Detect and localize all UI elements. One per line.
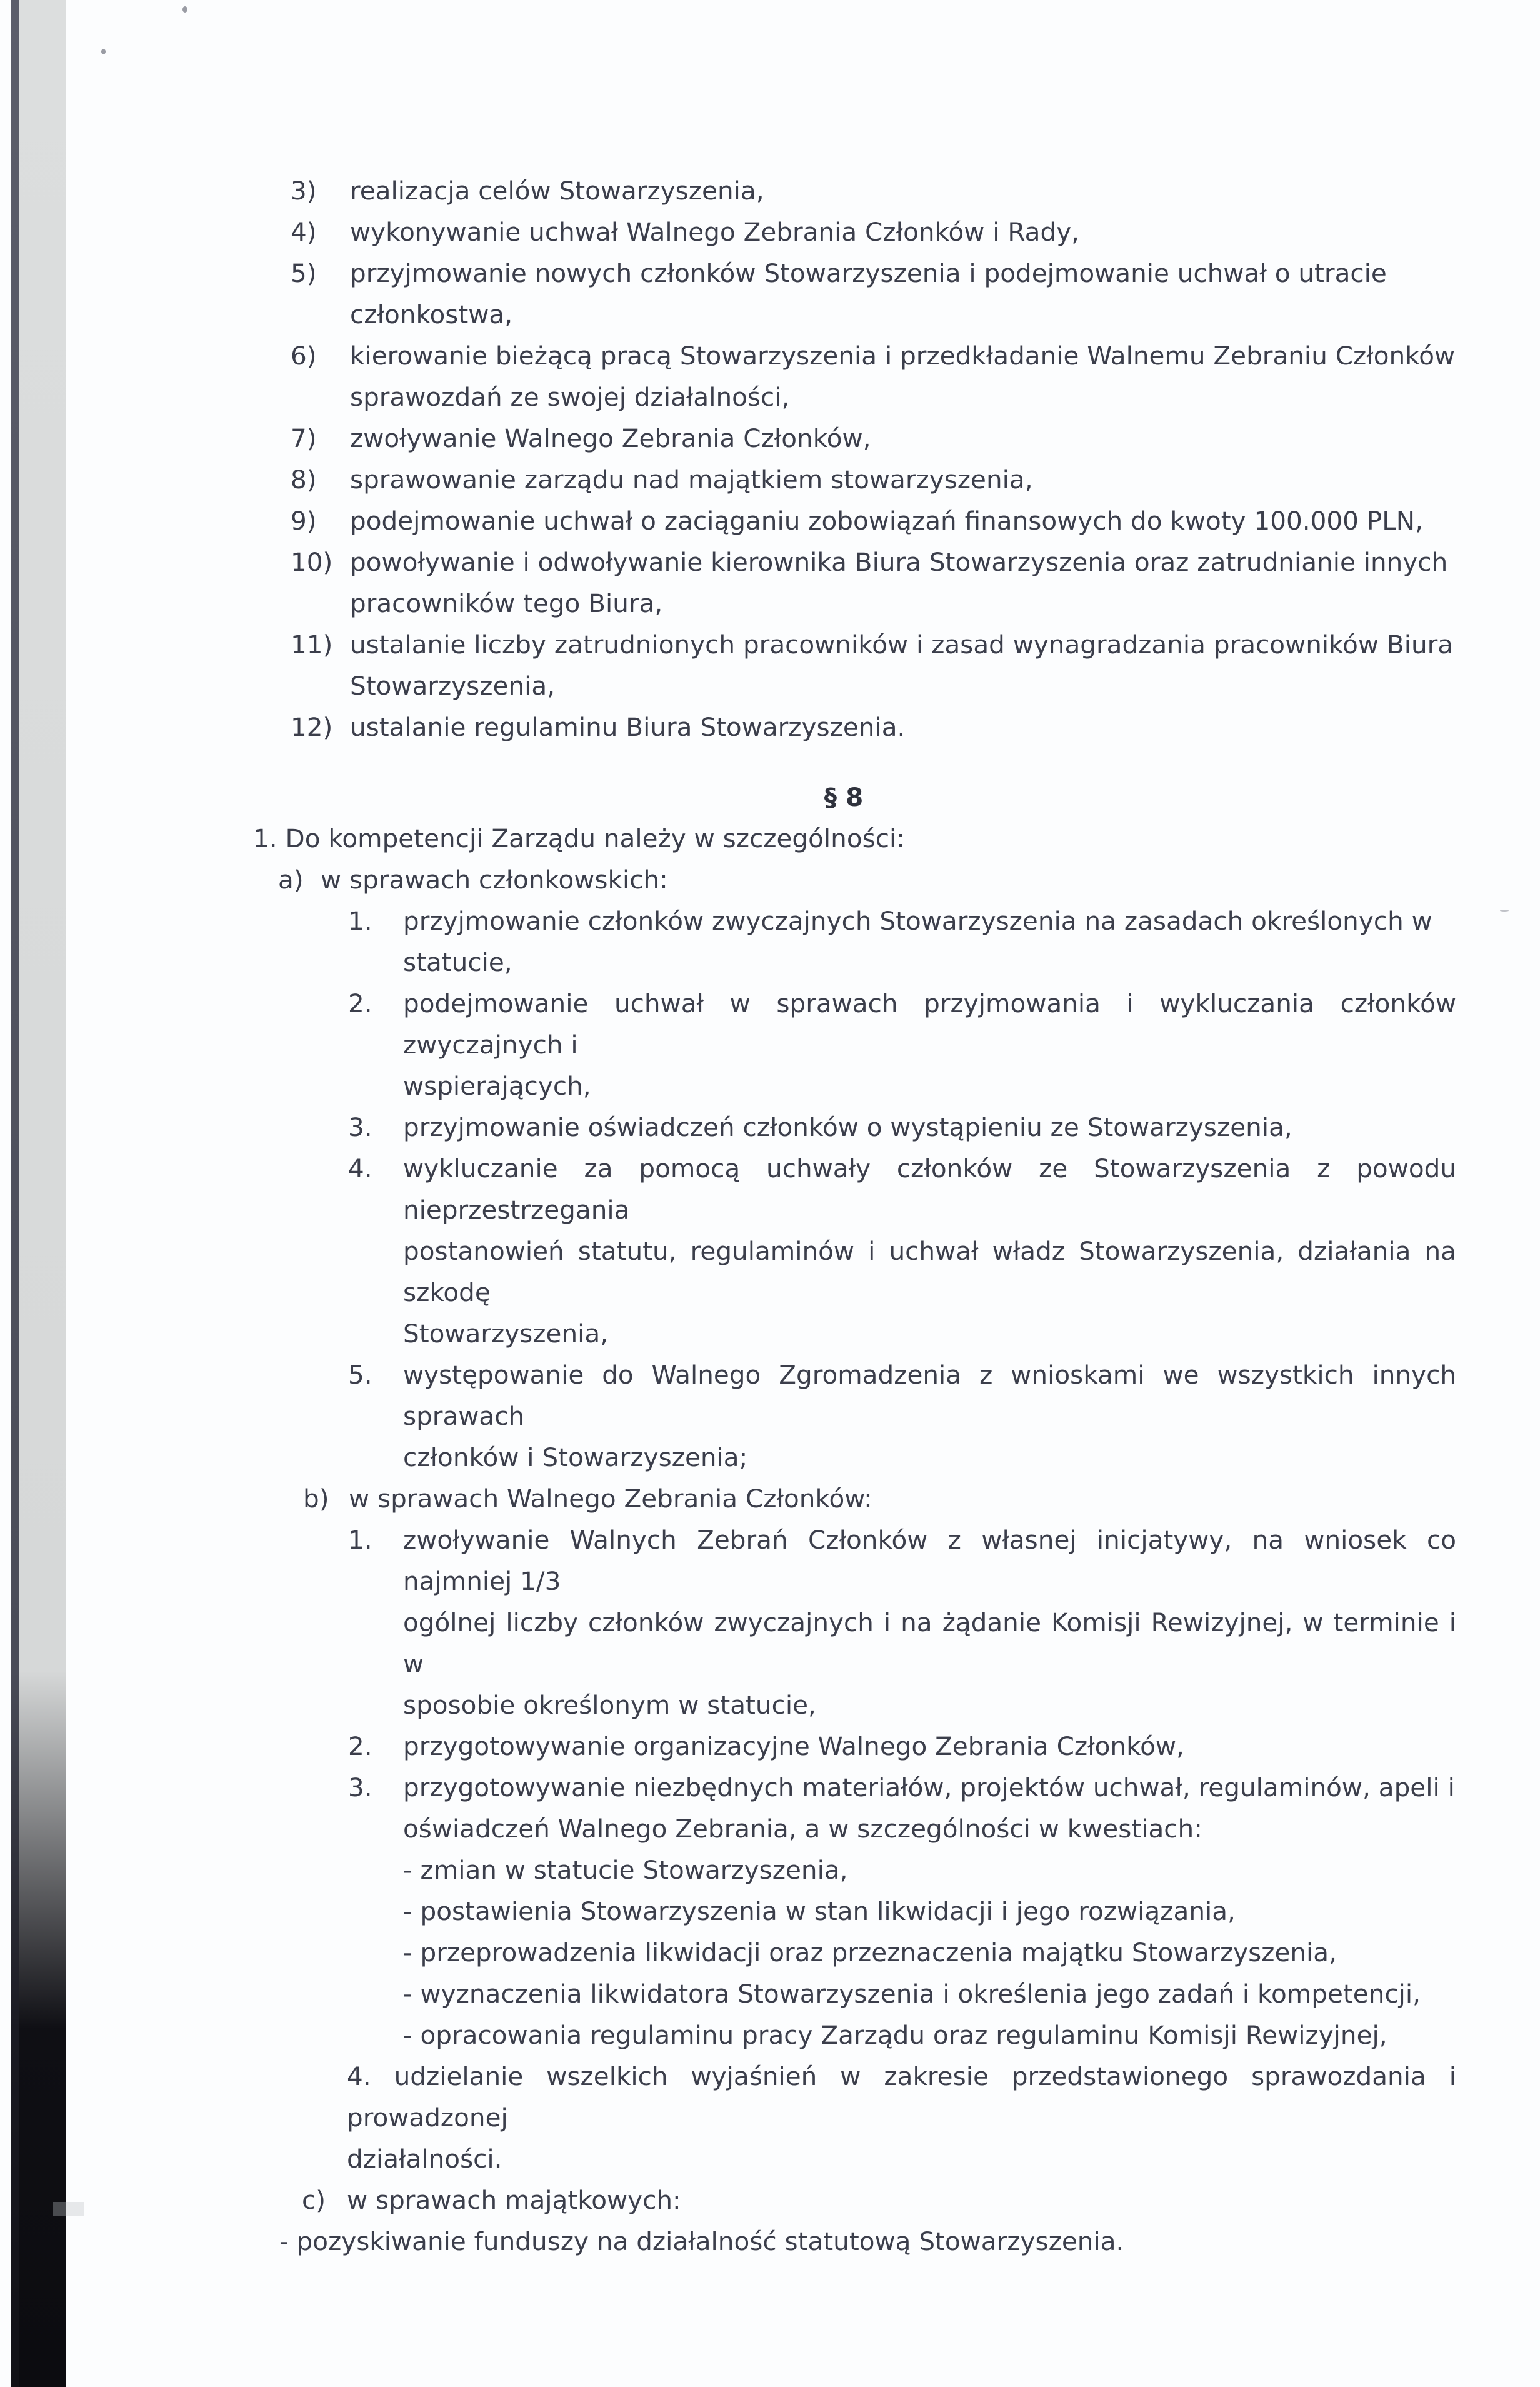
subsection-title: w sprawach członkowskich: xyxy=(321,865,668,895)
subsection-title: w sprawach majątkowych: xyxy=(347,2185,681,2215)
dash-item: - zmian w statucie Stowarzyszenia, xyxy=(403,1855,848,1885)
list-item-text: ustalanie liczby zatrudnionych pracowników i zasad wynagradzania pracowników Biura xyxy=(350,630,1454,660)
sub-item-text: członków i Stowarzyszenia; xyxy=(403,1442,748,1472)
section-heading: § 8 xyxy=(824,782,864,812)
list-item-number: 3) xyxy=(291,176,317,206)
sub-item-number: 5. xyxy=(348,1360,372,1390)
dash-item: - postawienia Stowarzyszenia w stan likwidacji i jego rozwiązania, xyxy=(403,1896,1236,1926)
subsection-label: a) xyxy=(278,865,304,895)
list-item-text: sprawowanie zarządu nad majątkiem stowarzyszenia, xyxy=(350,465,1033,495)
list-item-text: pracowników tego Biura, xyxy=(350,588,663,618)
list-item-text: ustalanie regulaminu Biura Stowarzyszenia. xyxy=(350,712,906,742)
list-item-number: 8) xyxy=(291,465,317,495)
sub-item-text: zwoływanie Walnych Zebrań Członków z własnej inicjatywy, na wniosek co najmniej 1/3 xyxy=(403,1525,1456,1596)
sub-item-text: wykluczanie za pomocą uchwały członków ze Stowarzyszenia z powodu nieprzestrzegania xyxy=(403,1153,1456,1225)
list-item-text: kierowanie bieżącą pracą Stowarzyszenia i przedkładanie Walnemu Zebraniu Członków xyxy=(350,341,1456,371)
sub-item-number: 1. xyxy=(348,1525,372,1555)
list-item-number: 7) xyxy=(291,423,317,453)
sub-item-text: wspierających, xyxy=(403,1071,591,1101)
sub-item-text: podejmowanie uchwał w sprawach przyjmowania i wykluczania członków zwyczajnych i xyxy=(403,988,1456,1060)
list-item-text: zwoływanie Walnego Zebrania Członków, xyxy=(350,423,871,453)
list-item-text: podejmowanie uchwał o zaciąganiu zobowiązań finansowych do kwoty 100.000 PLN, xyxy=(350,506,1423,536)
sub-item-text: 4. udzielanie wszelkich wyjaśnień w zakresie przedstawionego sprawozdania i prowadzonej xyxy=(347,2061,1456,2133)
list-item-number: 4) xyxy=(291,217,317,247)
list-item-number: 9) xyxy=(291,506,317,536)
list-item-number: 6) xyxy=(291,341,317,371)
sub-item-number: 1. xyxy=(348,906,372,936)
faded-mark xyxy=(53,2202,84,2216)
sub-item-text: ogólnej liczby członków zwyczajnych i na żądanie Komisji Rewizyjnej, w terminie i w xyxy=(403,1607,1456,1679)
list-item-number: 11) xyxy=(291,630,333,660)
sub-item-text: sposobie określonym w statucie, xyxy=(403,1690,816,1720)
sub-item-number: 2. xyxy=(348,1731,372,1761)
sub-item-number: 3. xyxy=(348,1112,372,1142)
subsection-label: b) xyxy=(303,1484,329,1514)
sub-item-text: oświadczeń Walnego Zebrania, a w szczególności w kwestiach: xyxy=(403,1814,1202,1844)
list-item-text: członkostwa, xyxy=(350,299,513,329)
subsection-label: c) xyxy=(302,2185,326,2215)
sub-item-text: występowanie do Walnego Zgromadzenia z wnioskami we wszystkich innych sprawach xyxy=(403,1360,1456,1431)
list-item-text: Stowarzyszenia, xyxy=(350,671,556,701)
sub-item-number: 2. xyxy=(348,988,372,1018)
sub-item-text: Stowarzyszenia, xyxy=(403,1319,609,1349)
dash-item: - wyznaczenia likwidatora Stowarzyszenia i określenia jego zadań i kompetencji, xyxy=(403,1979,1421,2009)
list-item-text: wykonywanie uchwał Walnego Zebrania Członków i Rady, xyxy=(350,217,1080,247)
sub-item-text: przygotowywanie organizacyjne Walnego Zebrania Członków, xyxy=(403,1731,1184,1761)
dash-item: - pozyskiwanie funduszy na działalność statutową Stowarzyszenia. xyxy=(279,2226,1124,2256)
sub-item-text: postanowień statutu, regulaminów i uchwał władz Stowarzyszenia, działania na szkodę xyxy=(403,1236,1456,1307)
sub-item-text: działalności. xyxy=(347,2144,502,2174)
list-item-text: powoływanie i odwoływanie kierownika Biura Stowarzyszenia oraz zatrudnianie innych xyxy=(350,547,1448,577)
list-item-number: 5) xyxy=(291,258,317,288)
list-item-text: realizacja celów Stowarzyszenia, xyxy=(350,176,764,206)
list-item-number: 10) xyxy=(291,547,333,577)
subsection-title: w sprawach Walnego Zebrania Członków: xyxy=(349,1484,872,1514)
list-item-text: przyjmowanie nowych członków Stowarzyszenia i podejmowanie uchwał o utracie xyxy=(350,258,1387,288)
dash-item: - przeprowadzenia likwidacji oraz przeznaczenia majątku Stowarzyszenia, xyxy=(403,1937,1337,1967)
sub-item-number: 3. xyxy=(348,1772,372,1802)
section-intro: 1. Do kompetencji Zarządu należy w szczególności: xyxy=(253,823,905,853)
list-item-number: 12) xyxy=(291,712,333,742)
sub-item-number: 4. xyxy=(348,1153,372,1183)
list-item-text: sprawozdań ze swojej działalności, xyxy=(350,382,790,412)
sub-item-text: przyjmowanie członków zwyczajnych Stowarzyszenia na zasadach określonych w statucie, xyxy=(403,906,1432,977)
dash-item: - opracowania regulaminu pracy Zarządu oraz regulaminu Komisji Rewizyjnej, xyxy=(403,2020,1388,2050)
sub-item-text: przygotowywanie niezbędnych materiałów, projektów uchwał, regulaminów, apeli i xyxy=(403,1772,1455,1802)
sub-item-text: przyjmowanie oświadczeń członków o wystąpieniu ze Stowarzyszenia, xyxy=(403,1112,1292,1142)
